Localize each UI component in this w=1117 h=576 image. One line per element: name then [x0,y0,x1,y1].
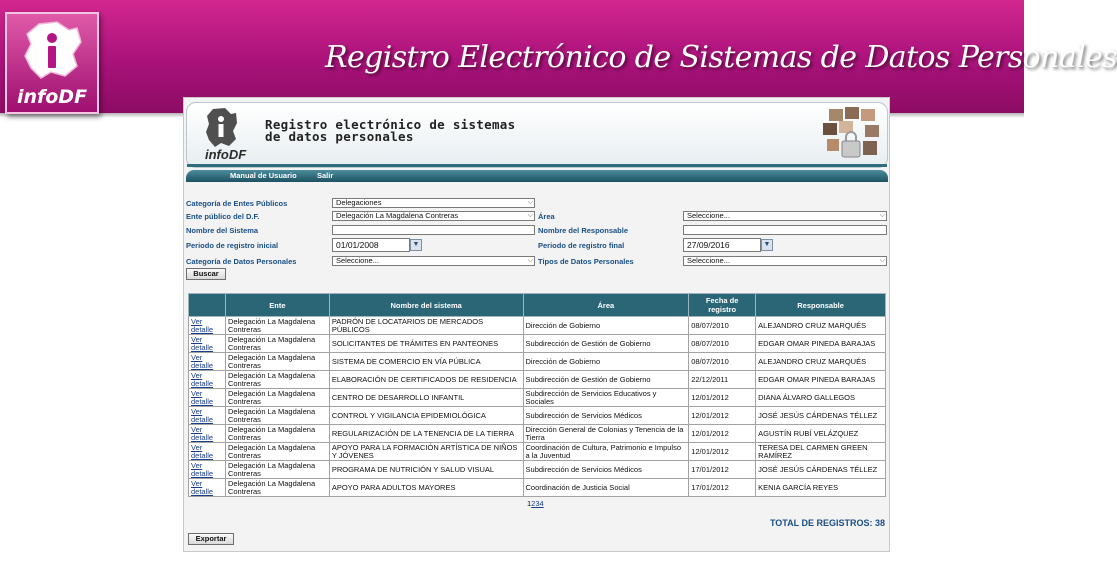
cell-responsable: JOSÉ JESÚS CÁRDENAS TÉLLEZ [756,461,886,479]
categoria-datos-value: Seleccione... [336,256,379,265]
table-row [189,317,886,335]
ver-detalle-link[interactable]: Ver detalle [189,317,226,335]
buscar-button[interactable]: Buscar [186,268,226,280]
calendar-dropdown-icon[interactable]: ▼ [410,239,422,251]
pager-page-2[interactable]: 2 [531,499,536,508]
mexico-city-map-icon [17,20,87,82]
slide-title: Registro Electrónico de Sistemas de Datos Personales [325,40,1117,75]
chevron-down-icon: ⌵ [879,212,885,219]
cell-fecha-registro: 17/01/2012 [689,479,756,497]
nombre-responsable-input[interactable] [683,225,887,235]
cell-ente: Delegación La Magdalena Contreras [225,335,329,353]
cell-nombre-sistema: ELABORACIÓN DE CERTIFICADOS DE RESIDENCIA [329,371,523,389]
total-registros: TOTAL DE REGISTROS: 38 [769,518,885,528]
ver-detalle-link[interactable]: Ver detalle [189,407,226,425]
pager-page-4[interactable]: 4 [539,499,544,508]
cell-area: Subdirección de Gestión de Gobierno [523,371,689,389]
cell-ente: Delegación La Magdalena Contreras [225,407,329,425]
cell-responsable: EDGAR OMAR PINEDA BARAJAS [756,335,886,353]
cell-fecha-registro: 12/01/2012 [689,389,756,407]
table-row [189,335,886,353]
nav-salir[interactable]: Salir [317,171,334,180]
logo-text: infoDF [16,86,88,108]
banner-stripe [187,164,887,167]
nav-manual-usuario[interactable]: Manual de Usuario [230,171,297,180]
periodo-inicial-value: 01/01/2008 [336,240,379,250]
cell-fecha-registro: 12/01/2012 [689,425,756,443]
cell-ente: Delegación La Magdalena Contreras [225,371,329,389]
exportar-button[interactable]: Exportar [188,533,234,545]
banner-photos-collage [751,107,881,163]
ver-detalle-link[interactable]: Ver detalle [189,443,226,461]
chevron-down-icon: ⌵ [527,257,533,264]
col-header-nombre-sistema[interactable]: Nombre del sistema [329,294,523,317]
cell-area: Subdirección de Servicios Médicos [523,461,689,479]
cell-responsable: TERESA DEL CARMEN GREEN RAMÍREZ [756,443,886,461]
cell-area: Subdirección de Servicios Médicos [523,407,689,425]
banner-title-line2: de datos personales [265,129,414,144]
cell-responsable: DIANA ÁLVARO GALLEGOS [756,389,886,407]
categoria-datos-label: Categoría de Datos Personales [186,257,297,266]
pagination [527,499,544,508]
periodo-final-input[interactable] [683,238,761,252]
cell-nombre-sistema: PROGRAMA DE NUTRICIÓN Y SALUD VISUAL [329,461,523,479]
ver-detalle-link[interactable]: Ver detalle [189,479,226,497]
table-row [189,371,886,389]
cell-fecha-registro: 12/01/2012 [689,443,756,461]
pager-page-3[interactable]: 3 [535,499,540,508]
chevron-down-icon: ⌵ [527,199,533,206]
cell-nombre-sistema: APOYO PARA LA FORMACIÓN ARTÍSTICA DE NIÑOS Y JÓVENES [329,443,523,461]
cell-responsable: KENIA GARCÍA REYES [756,479,886,497]
col-header-area[interactable]: Área [523,294,689,317]
periodo-final-label: Periodo de registro final [538,241,625,250]
cell-ente: Delegación La Magdalena Contreras [225,353,329,371]
cell-fecha-registro: 08/07/2010 [689,317,756,335]
app-banner [186,102,888,168]
cell-fecha-registro: 17/01/2012 [689,461,756,479]
cell-ente: Delegación La Magdalena Contreras [225,461,329,479]
ver-detalle-link[interactable]: Ver detalle [189,461,226,479]
categoria-entes-select[interactable] [332,198,535,208]
cell-responsable: ALEJANDRO CRUZ MARQUÉS [756,353,886,371]
banner-title [265,119,515,143]
table-row [189,479,886,497]
tipos-datos-value: Seleccione... [687,256,730,265]
cell-area: Dirección de Gobierno [523,353,689,371]
chevron-down-icon: ⌵ [879,257,885,264]
nav-bar [186,170,888,182]
cell-ente: Delegación La Magdalena Contreras [225,317,329,335]
table-row [189,443,886,461]
ente-label: Ente público del D.F. [186,212,260,221]
cell-nombre-sistema: PADRÓN DE LOCATARIOS DE MERCADOS PÚBLICOS [329,317,523,335]
area-select[interactable] [683,211,887,221]
cell-fecha-registro: 22/12/2011 [689,371,756,389]
cell-area: Subdirección de Gestión de Gobierno [523,335,689,353]
cell-area: Dirección General de Colonias y Tenencia de la Tierra [523,425,689,443]
table-body [189,317,886,497]
cell-responsable: ALEJANDRO CRUZ MARQUÉS [756,317,886,335]
table-row [189,407,886,425]
cell-area: Dirección de Gobierno [523,317,689,335]
banner-logo-icon [203,107,239,149]
cell-responsable: EDGAR OMAR PINEDA BARAJAS [756,371,886,389]
cell-nombre-sistema: APOYO PARA ADULTOS MAYORES [329,479,523,497]
results-table [188,293,886,497]
banner-logo-text: infoDF [205,147,247,162]
table-row [189,461,886,479]
table-row [189,353,886,371]
nombre-sistema-label: Nombre del Sistema [186,226,259,235]
cell-ente: Delegación La Magdalena Contreras [225,443,329,461]
cell-nombre-sistema: SISTEMA DE COMERCIO EN VÍA PÚBLICA [329,353,523,371]
chevron-down-icon: ⌵ [527,212,533,219]
periodo-inicial-label: Periodo de registro inicial [186,241,279,250]
ver-detalle-link[interactable]: Ver detalle [189,425,226,443]
cell-responsable: JOSÉ JESÚS CÁRDENAS TÉLLEZ [756,407,886,425]
tipos-datos-label: Tipos de Datos Personales [538,257,634,266]
table-header-row [189,294,886,317]
nombre-responsable-label: Nombre del Responsable [538,226,629,235]
ver-detalle-link[interactable]: Ver detalle [189,335,226,353]
cell-area: Subdirección de Servicios Educativos y Sociales [523,389,689,407]
cell-ente: Delegación La Magdalena Contreras [225,425,329,443]
cell-ente: Delegación La Magdalena Contreras [225,479,329,497]
calendar-dropdown-icon[interactable]: ▼ [761,239,773,251]
ver-detalle-link[interactable]: Ver detalle [189,353,226,371]
cell-nombre-sistema: REGULARIZACIÓN DE LA TENENCIA DE LA TIERRA [329,425,523,443]
cell-fecha-registro: 08/07/2010 [689,353,756,371]
ver-detalle-link[interactable]: Ver detalle [189,371,226,389]
cell-nombre-sistema: CONTROL Y VIGILANCIA EPIDEMIOLÓGICA [329,407,523,425]
area-label: Área [538,212,555,221]
cell-responsable: AGUSTÍN RUBÍ VELÁZQUEZ [756,425,886,443]
col-header-responsable[interactable]: Responsable [756,294,886,317]
col-header-action [189,294,226,317]
area-value: Seleccione... [687,211,730,220]
pager-current-page: 1 [527,499,532,508]
app-window [183,97,890,552]
periodo-final-value: 27/09/2016 [687,240,730,250]
cell-nombre-sistema: SOLICITANTES DE TRÁMITES EN PANTEONES [329,335,523,353]
cell-fecha-registro: 12/01/2012 [689,407,756,425]
cell-area: Coordinación de Cultura, Patrimonio e Impulso a la Juventud [523,443,689,461]
banner-title-line1: Registro electrónico de sistemas [265,117,516,132]
table-row [189,425,886,443]
ente-select[interactable] [332,211,535,221]
nombre-sistema-input[interactable] [332,225,535,235]
cell-ente: Delegación La Magdalena Contreras [225,389,329,407]
categoria-entes-label: Categoría de Entes Públicos [186,199,288,208]
ver-detalle-link[interactable]: Ver detalle [189,389,226,407]
tipos-datos-select[interactable] [683,256,887,266]
cell-fecha-registro: 08/07/2010 [689,335,756,353]
categoria-entes-value: Delegaciones [336,198,382,207]
table-row [189,389,886,407]
infodf-logo [5,12,99,114]
col-header-fecha-registro[interactable]: Fecha de registro [689,294,756,317]
categoria-datos-select[interactable] [332,256,535,266]
ente-value: Delegación La Magdalena Contreras [336,211,459,220]
periodo-inicial-input[interactable] [332,238,410,252]
col-header-ente[interactable]: Ente [225,294,329,317]
cell-nombre-sistema: CENTRO DE DESARROLLO INFANTIL [329,389,523,407]
cell-area: Coordinación de Justicia Social [523,479,689,497]
